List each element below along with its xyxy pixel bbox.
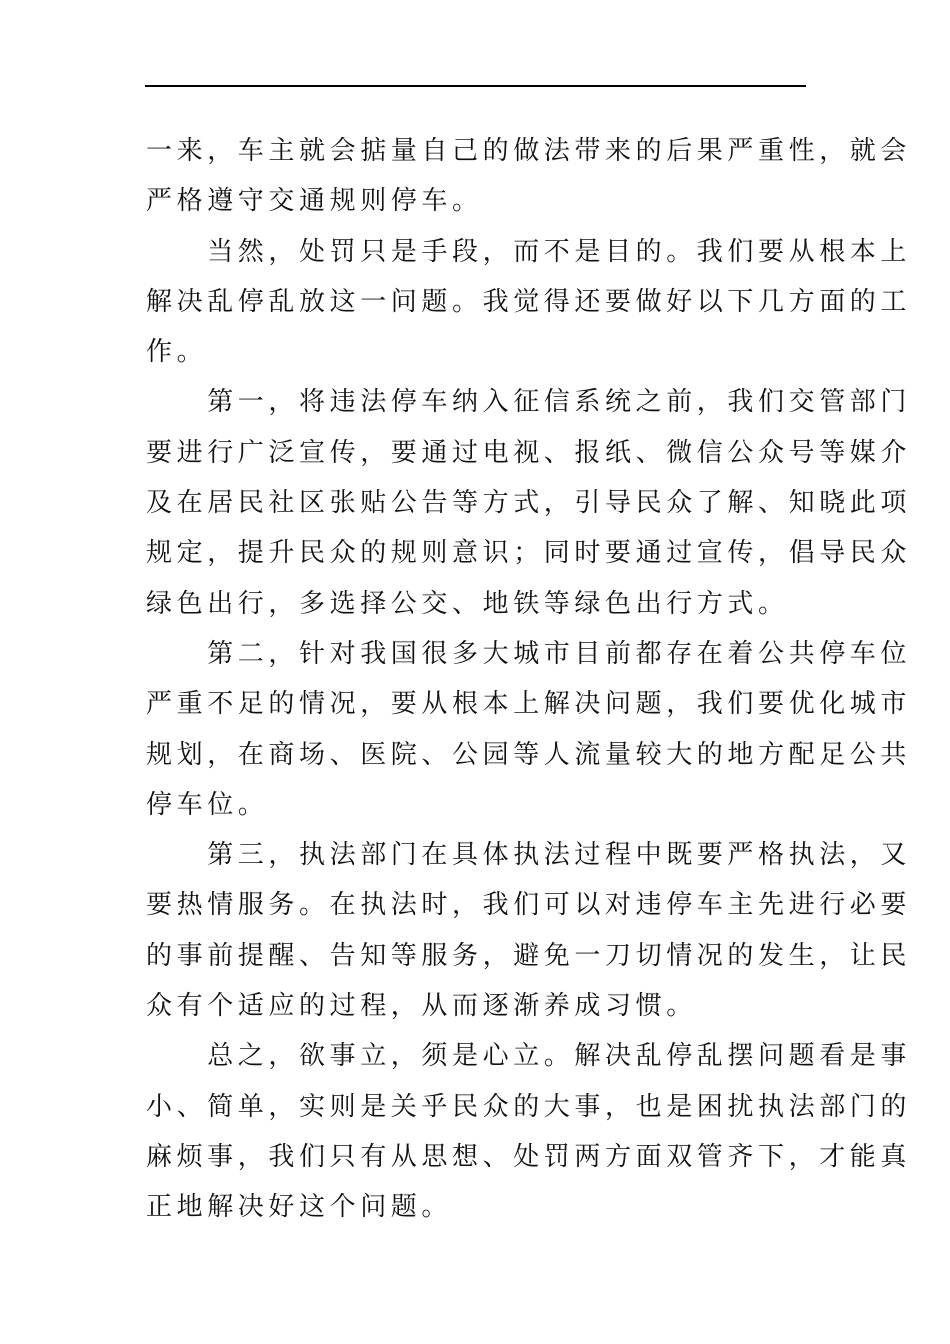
text-line: 严格遵守交通规则停车。 xyxy=(146,186,483,217)
text-line: 一来，车主就会掂量自己的做法带来的后果严重性，就会 xyxy=(146,136,912,166)
header-rule xyxy=(145,85,806,87)
text-line: 正地解决好这个问题。 xyxy=(146,1192,453,1223)
text-line: 作。 xyxy=(146,337,208,368)
text-line: 第一，将违法停车纳入征信系统之前，我们交管部门 xyxy=(146,387,912,418)
text-line: 总之，欲事立，须是心立。解决乱停乱摆问题看是事 xyxy=(146,1041,912,1072)
text-line: 停车位。 xyxy=(146,789,269,820)
body-text xyxy=(146,126,912,1233)
text-line: 小、简单，实则是关乎民众的大事，也是困扰执法部门的 xyxy=(146,1091,912,1122)
text-line: 的事前提醒、告知等服务，避免一刀切情况的发生，让民 xyxy=(146,940,912,971)
text-line: 规定，提升民众的规则意识；同时要通过宣传，倡导民众 xyxy=(146,538,912,569)
text-line: 麻烦事，我们只有从思想、处罚两方面双管齐下，才能真 xyxy=(146,1141,912,1172)
text-line: 解决乱停乱放这一问题。我觉得还要做好以下几方面的工 xyxy=(146,286,912,317)
text-line: 规划，在商场、医院、公园等人流量较大的地方配足公共 xyxy=(146,739,912,770)
text-line: 绿色出行，多选择公交、地铁等绿色出行方式。 xyxy=(146,588,789,619)
text-line: 第三，执法部门在具体执法过程中既要严格执法，又 xyxy=(146,840,912,871)
text-line: 严重不足的情况，要从根本上解决问题，我们要优化城市 xyxy=(146,689,912,720)
text-line: 第二，针对我国很多大城市目前都存在着公共停车位 xyxy=(146,638,912,669)
text-line: 及在居民社区张贴公告等方式，引导民众了解、知晓此项 xyxy=(146,488,912,519)
text-line: 要进行广泛宣传，要通过电视、报纸、微信公众号等媒介 xyxy=(146,437,912,468)
text-line: 众有个适应的过程，从而逐渐养成习惯。 xyxy=(146,991,697,1022)
text-line: 要热情服务。在执法时，我们可以对违停车主先进行必要 xyxy=(146,890,912,921)
text-line: 当然，处罚只是手段，而不是目的。我们要从根本上 xyxy=(146,236,912,267)
